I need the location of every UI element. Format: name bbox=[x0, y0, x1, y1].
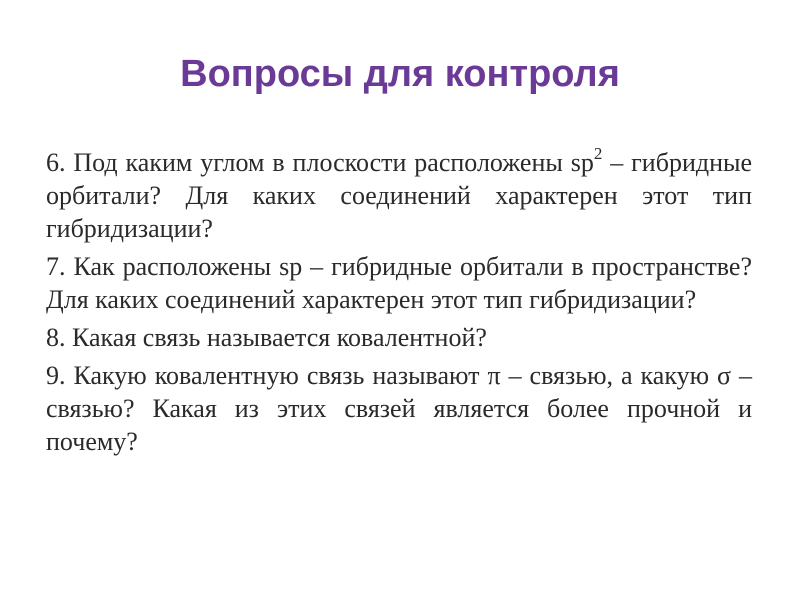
slide-title: Вопросы для контроля bbox=[180, 53, 620, 95]
question-6 bbox=[46, 146, 752, 245]
question-9: 9. Какую ковалентную связь называют π – связью, а какую σ – связью? Какая из этих связей является более прочной и почему? bbox=[46, 361, 752, 456]
question-6-text-end: – гибридные орбитали? Для каких соединений характерен этот тип гибридизации? bbox=[46, 148, 753, 243]
questions-list bbox=[46, 146, 752, 463]
superscript-2: 2 bbox=[593, 144, 603, 164]
question-6-text-start: 6. Под каким углом в плоскости расположены sp bbox=[46, 148, 594, 177]
question-7: 7. Как расположены sp – гибридные орбитали в пространстве? Для каких соединений характерен этот тип гибридизации? bbox=[46, 252, 752, 314]
question-8: 8. Какая связь называется ковалентной? bbox=[46, 323, 487, 352]
